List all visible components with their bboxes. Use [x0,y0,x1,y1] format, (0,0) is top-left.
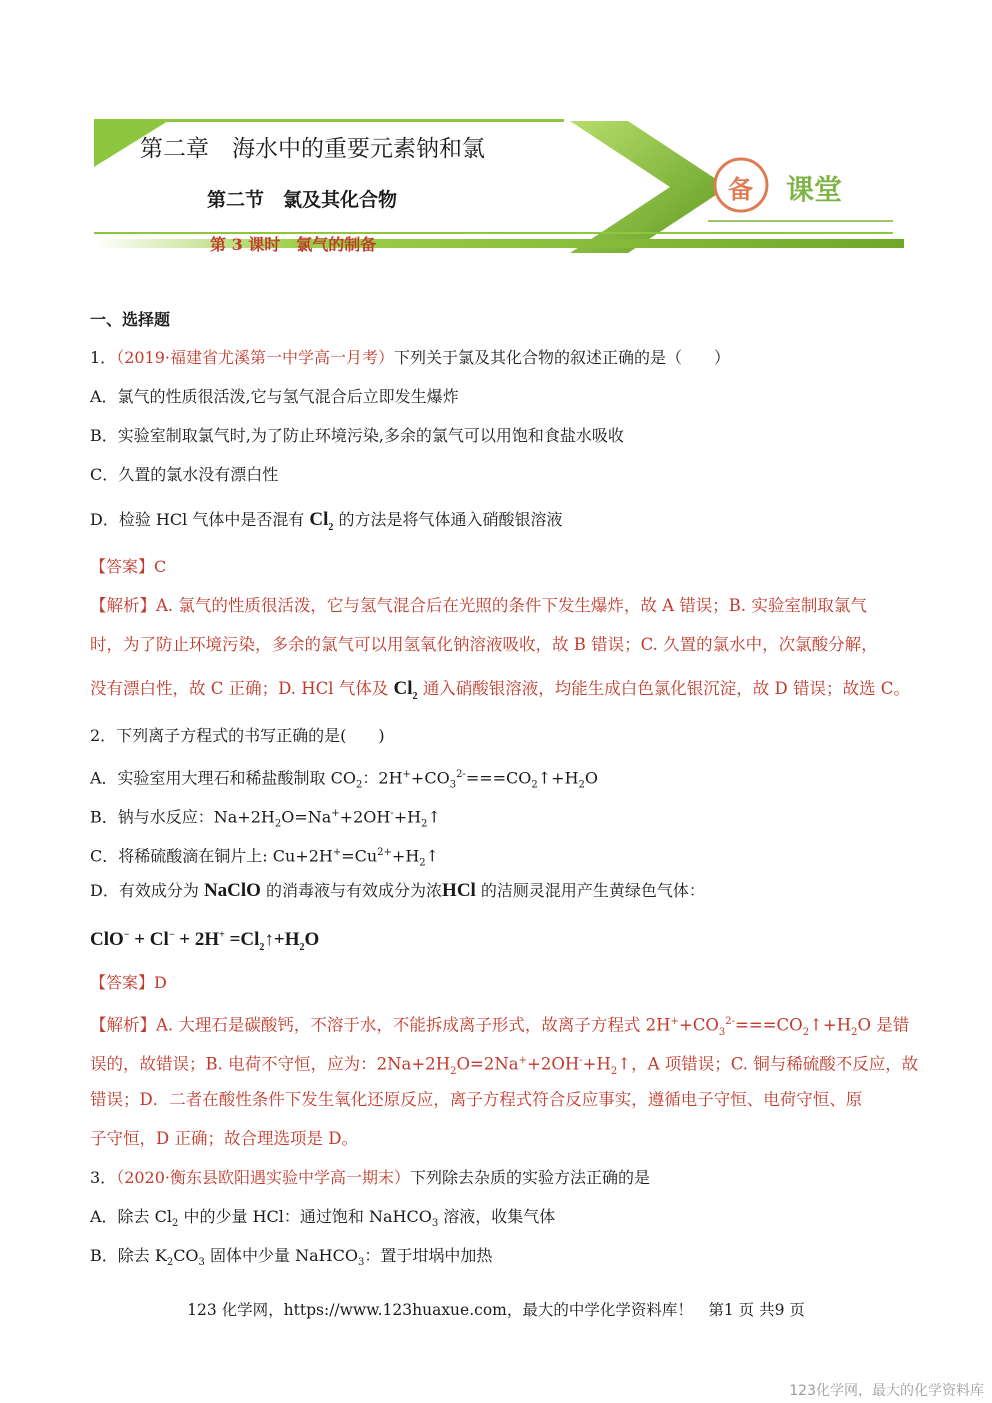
q2-stem: 2．下列离子方程式的书写正确的是( ) [90,726,385,745]
q2-answer: 【答案】D [90,973,167,992]
q1-option-c: C．久置的氯水没有漂白性 [90,465,279,484]
q2-explanation-1: 【解析】A. 大理石是碳酸钙，不溶于水，不能拆成离子形式，故离子方程式 $2H^++CO_3^{2-}===CO_2↑+H_2O$ 是错 [90,1015,910,1038]
q3-option-a: A．除去 $Cl_2$ 中的少量 HCl：通过饱和 NaHCO$_3$ 溶液，收集气体 [90,1207,556,1230]
watermark: 123化学网，最大的化学资料库 [789,1383,984,1399]
q1-option-b: B．实验室制取氯气时,为了防止环境污染,多余的氯气可以用饱和食盐水吸收 [90,426,624,445]
section-heading: 一、选择题 [90,310,171,329]
q1-option-a: A．氯气的性质很活泼,它与氢气混合后立即发生爆炸 [90,387,459,406]
q1-explanation-1: 【解析】A. 氯气的性质很活泼，它与氢气混合后在光照的条件下发生爆炸，故 A 错误；B. 实验室制取氯气 [90,596,867,615]
q2-explanation-3: 错误；D．二者在酸性条件下发生氧化还原反应，离子方程式符合反应事实，遵循电子守恒、电荷守恒、原 [90,1090,863,1109]
page-footer: 123 化学网，https://www.123huaxue.com，最大的中学化学资料库！ 第1 页 共9 页 [187,1301,805,1319]
logo-char: 备 [728,175,754,204]
q1-explanation-2: 时，为了防止环境污染，多余的氯气可以用氢氧化钠溶液吸收，故 B 错误；C. 久置的氯水中，次氯酸分解， [90,635,878,654]
q2-option-d: D．有效成分为 NaClO 的消毒液与有效成分为浓HCl 的洁厕灵混用产生黄绿色气体： [90,880,705,901]
section-subtitle: 第二节 氯及其化合物 [207,189,398,211]
q3-stem: 3．（2020·衡东县欧阳遇实验中学高一期末）下列除去杂质的实验方法正确的是 [90,1168,651,1187]
q2-explanation-4: 子守恒，D 正确；故合理选项是 D。 [90,1129,358,1148]
logo-text: 课堂 [786,173,843,206]
q2-option-a: A．实验室用大理石和稀盐酸制取 $CO_2$：$2H^++CO_3^{2-}===CO_2↑+H_2O$ [90,768,599,791]
lesson-title: 第 3 课时 氯气的制备 [210,235,377,254]
q2-option-c: C．将稀硫酸滴在铜片上: $Cu+2H^+=Cu^{2+}+H_2↑$ [90,846,440,869]
top-bar [94,119,564,122]
chapter-title: 第二章 海水中的重要元素钠和氯 [140,136,485,162]
q2-explanation-2: 误的，故错误；B. 电荷不守恒，应为：$2Na+2H_2O=2Na^++2OH^-+H_2↑$，A 项错误；C. 铜与稀硫酸不反应，故 [90,1054,919,1077]
q1-stem: 1．（2019·福建省尤溪第一中学高一月考）下列关于氯及其化合物的叙述正确的是（ ） [90,348,731,367]
q3-option-b: B．除去 $K_2CO_3$ 固体中少量 NaHCO$_3$：置于坩埚中加热 [90,1246,493,1269]
q1-answer: 【答案】C [90,557,167,576]
q2-option-d-equation: $ClO^- + Cl^- + 2H^+ =Cl_2↑+H_2O$ [90,929,320,954]
q2-option-b: B．钠与水反应：$Na+2H_2O=Na^++2OH^-+H_2↑$ [90,807,441,830]
q1-explanation-3: 没有漂白性，故 C 正确；D. HCl 气体及 $Cl_2$ 通入硝酸银溶液，均能生成白色氯化银沉淀，故 D 错误；故选 C。 [90,678,910,702]
q1-option-d: D．检验 HCl 气体中是否混有 $Cl_2$ 的方法是将气体通入硝酸银溶液 [90,509,563,533]
